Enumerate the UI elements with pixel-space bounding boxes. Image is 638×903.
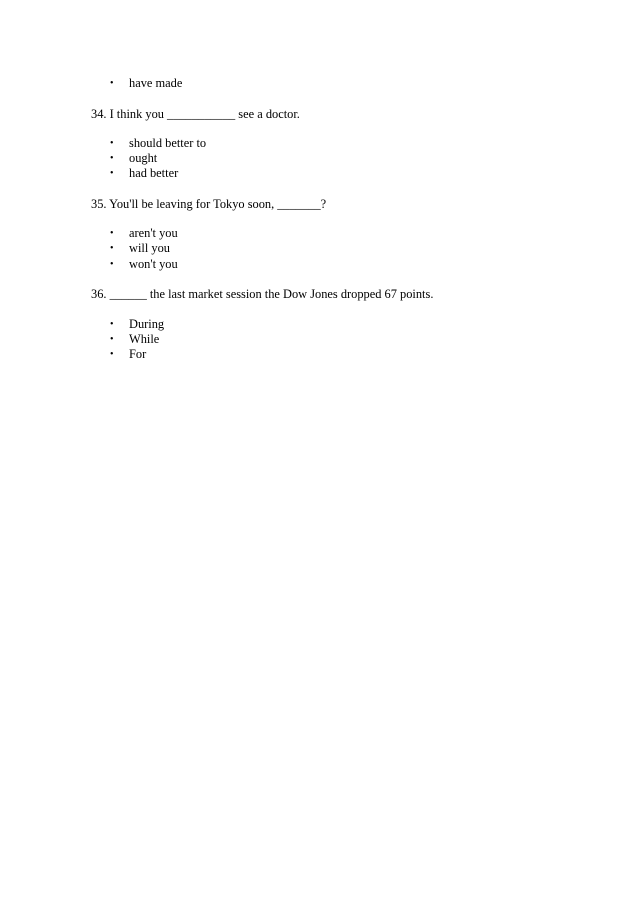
option-text: have made bbox=[129, 76, 183, 90]
question-36: 36. ______ the last market session the Dow Jones dropped 67 points. bbox=[91, 287, 434, 301]
bullet-icon: • bbox=[110, 334, 114, 345]
bullet-icon: • bbox=[110, 138, 114, 149]
bullet-icon: • bbox=[110, 259, 114, 270]
bullet-icon: • bbox=[110, 78, 114, 89]
bullet-icon: • bbox=[110, 243, 114, 254]
option-text: While bbox=[129, 332, 160, 346]
question-34: 34. I think you ___________ see a doctor. bbox=[91, 107, 300, 121]
bullet-icon: • bbox=[110, 153, 114, 164]
option-text: won't you bbox=[129, 257, 178, 271]
option-text: aren't you bbox=[129, 226, 178, 240]
bullet-icon: • bbox=[110, 319, 114, 330]
option-text: During bbox=[129, 317, 165, 331]
question-35: 35. You'll be leaving for Tokyo soon, _______? bbox=[91, 197, 327, 211]
bullet-icon: • bbox=[110, 228, 114, 239]
bullet-icon: • bbox=[110, 349, 114, 360]
option-text: will you bbox=[129, 241, 170, 255]
option-text: For bbox=[129, 347, 147, 361]
option-text: ought bbox=[129, 151, 158, 165]
option-text: had better bbox=[129, 166, 179, 180]
bullet-icon: • bbox=[110, 168, 114, 179]
option-text: should better to bbox=[129, 136, 207, 150]
